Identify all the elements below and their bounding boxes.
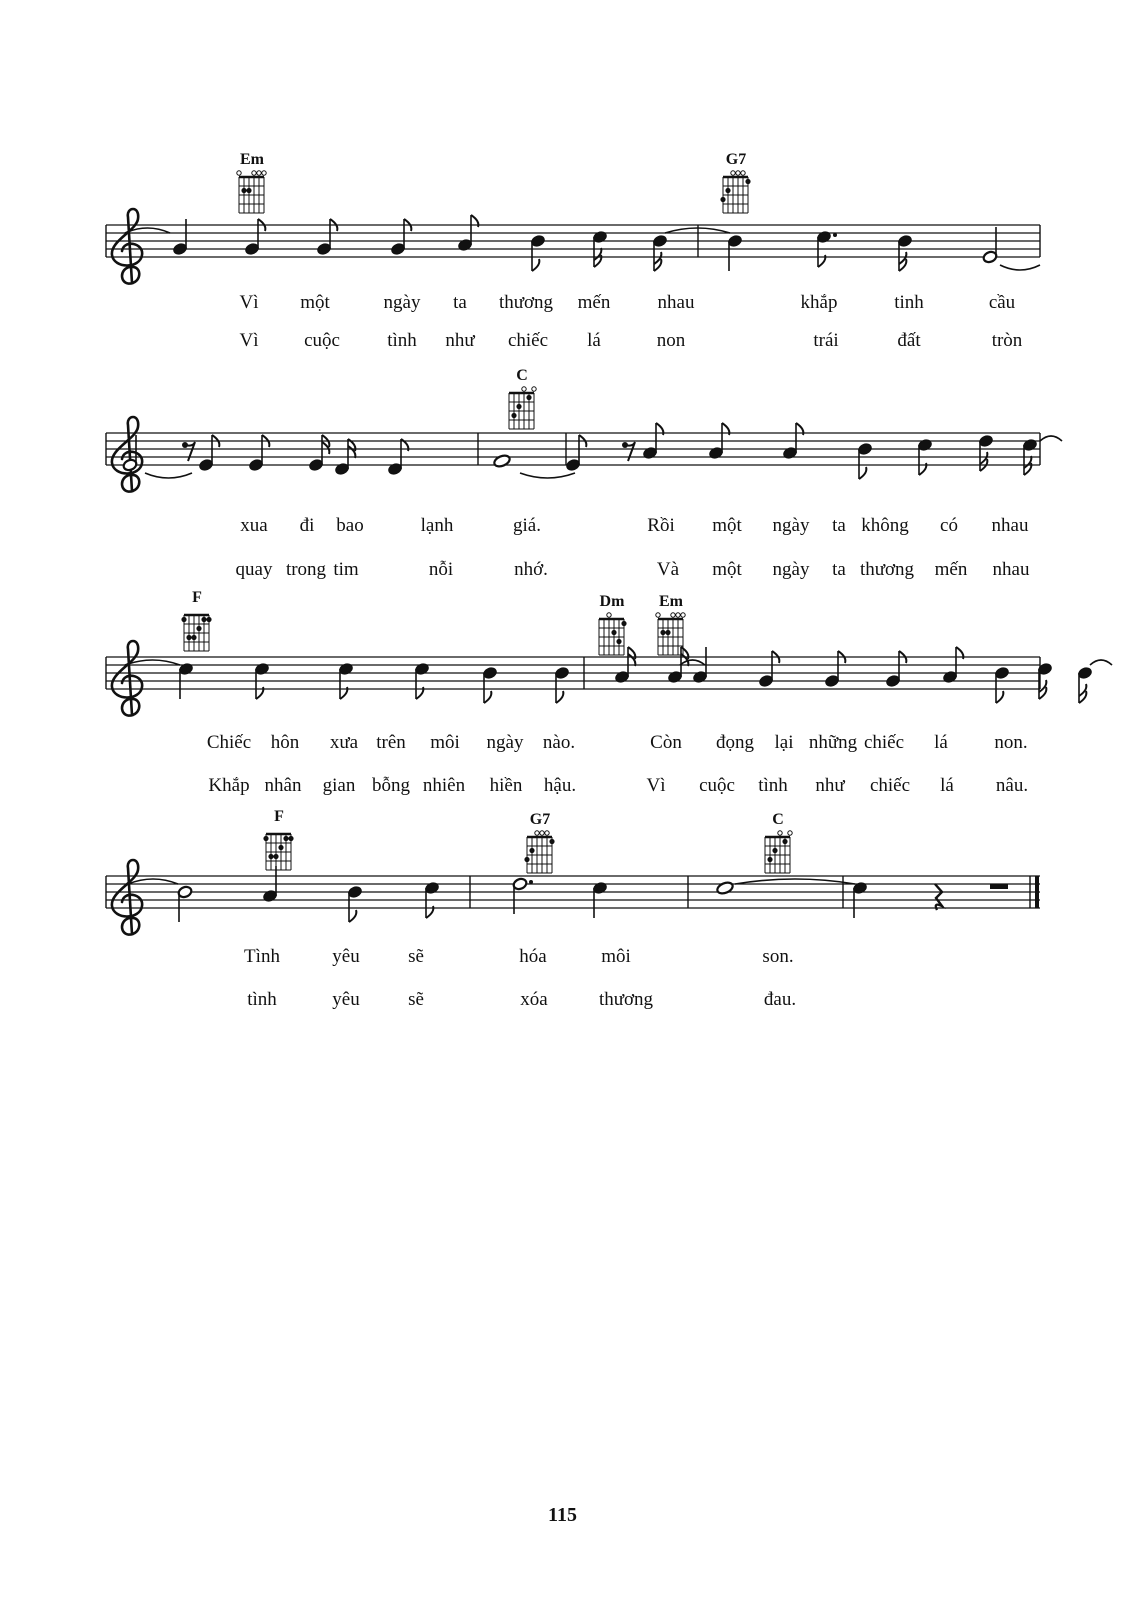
lyric-syllable: hậu.	[543, 775, 577, 796]
lyric-syllable: Chiếc	[206, 732, 252, 753]
lyric-syllable: trên	[376, 732, 406, 753]
lyric-syllable: lại	[774, 732, 794, 753]
lyric-syllable: ta	[832, 515, 846, 536]
lyric-syllable: gian	[322, 775, 356, 796]
lyric-syllable: lá	[587, 330, 601, 351]
chord-diagram	[171, 590, 223, 655]
rest	[622, 442, 635, 461]
lyric-syllable: yêu	[332, 989, 360, 1010]
lyric-syllable: nhiên	[422, 775, 466, 796]
lyric-syllable: sẽ	[408, 946, 424, 967]
lyric-syllable: như	[815, 775, 845, 796]
chord-grid-icon	[652, 611, 690, 659]
lyric-syllable: những	[808, 732, 858, 753]
chord-name: F	[192, 589, 202, 606]
lyric-syllable: một	[712, 515, 742, 536]
lyric-syllable: lá	[934, 732, 948, 753]
lyric-syllable: giá.	[513, 515, 541, 536]
note	[652, 234, 668, 271]
lyric-syllable: ta	[832, 559, 846, 580]
lyric-syllable: lạnh	[420, 515, 454, 536]
lyric-syllable: tròn	[991, 330, 1023, 351]
chord-name: F	[274, 808, 284, 825]
lyric-syllable: bỗng	[372, 775, 410, 796]
tie	[1090, 660, 1112, 665]
treble-clef-icon	[112, 417, 142, 492]
note	[177, 885, 193, 922]
lyric-syllable: sẽ	[408, 989, 424, 1010]
lyric-syllable: Vì	[646, 775, 666, 796]
note	[493, 454, 511, 469]
chord-diagram	[253, 809, 305, 874]
lyric-syllable: tinh	[894, 292, 924, 313]
rest	[935, 884, 942, 910]
lyric-syllable: đi	[299, 515, 315, 536]
lyric-syllable: Và	[656, 559, 680, 580]
lyric-syllable: tình	[247, 989, 277, 1010]
lyric-syllable: tình	[758, 775, 788, 796]
chord-name: Em	[659, 593, 683, 610]
note	[482, 666, 498, 703]
lyric-syllable: thương	[498, 292, 554, 313]
lyric-syllable: không	[861, 515, 909, 536]
lyric-syllable: đau.	[763, 989, 797, 1010]
chord-grid-icon	[593, 611, 631, 659]
chord-name: G7	[725, 151, 747, 168]
rest	[990, 884, 1008, 889]
lyric-syllable: Còn	[650, 732, 682, 753]
music-staff	[0, 373, 1125, 513]
tie	[128, 879, 178, 884]
lyric-syllable: cầu	[988, 292, 1016, 313]
chord-name: Em	[240, 151, 264, 168]
note	[347, 885, 363, 922]
lyric-syllable: ngày	[486, 732, 524, 753]
note	[1037, 662, 1053, 699]
lyric-syllable: ngày	[772, 559, 810, 580]
tie	[145, 473, 192, 478]
lyric-syllable: Tình	[244, 946, 280, 967]
lyric-syllable: chiếc	[863, 732, 905, 753]
lyric-syllable: lá	[940, 775, 954, 796]
tie	[520, 473, 575, 478]
lyric-syllable: môi	[430, 732, 460, 753]
chord-diagram	[496, 368, 548, 433]
chord-name: Dm	[599, 593, 625, 610]
lyric-syllable: xóa	[520, 989, 548, 1010]
lyric-syllable: chiếc	[869, 775, 911, 796]
note	[530, 234, 546, 271]
lyric-syllable: đất	[897, 330, 921, 351]
chord-diagram	[710, 152, 762, 217]
lyric-syllable: Vì	[239, 292, 259, 313]
lyric-syllable: nhau	[992, 559, 1030, 580]
lyric-syllable: nhau	[657, 292, 695, 313]
lyric-syllable: đọng	[716, 732, 754, 753]
lyric-syllable: nâu.	[995, 775, 1029, 796]
lyric-syllable: Vì	[239, 330, 259, 351]
lyric-syllable: non	[656, 330, 686, 351]
lyric-syllable: như	[445, 330, 475, 351]
lyric-syllable: hóa	[519, 946, 547, 967]
lyric-syllable: cuộc	[699, 775, 735, 796]
chord-name: G7	[529, 811, 551, 828]
treble-clef-icon	[112, 209, 142, 284]
lyric-syllable: nhớ.	[514, 559, 548, 580]
note	[716, 881, 734, 896]
note	[727, 234, 743, 271]
lyric-syllable: son.	[762, 946, 794, 967]
tie	[1000, 265, 1040, 270]
lyric-syllable: mến	[577, 292, 611, 313]
lyric-syllable: ngày	[772, 515, 810, 536]
note	[1077, 666, 1093, 703]
lyric-syllable: Khắp	[208, 775, 250, 796]
chord-diagram	[514, 812, 566, 877]
lyric-syllable: nhau	[991, 515, 1029, 536]
note	[994, 666, 1010, 703]
chord-grid-icon	[717, 169, 755, 217]
lyric-syllable: ta	[453, 292, 467, 313]
lyric-syllable: non.	[994, 732, 1028, 753]
lyric-syllable: thương	[598, 989, 654, 1010]
lyric-syllable: một	[300, 292, 330, 313]
lyric-syllable: chiếc	[507, 330, 549, 351]
chord-grid-icon	[521, 829, 559, 877]
chord-grid-icon	[503, 385, 541, 433]
lyric-syllable: thương	[859, 559, 915, 580]
note	[554, 666, 570, 703]
lyric-syllable: khắp	[800, 292, 838, 313]
tie	[735, 879, 855, 884]
chord-diagram	[645, 594, 697, 659]
chord-grid-icon	[759, 829, 797, 877]
chord-diagram	[586, 594, 638, 659]
lyric-syllable: tình	[387, 330, 417, 351]
chord-grid-icon	[178, 607, 216, 655]
lyric-syllable: Rồi	[647, 515, 675, 536]
tie	[1040, 436, 1062, 441]
chord-diagram	[226, 152, 278, 217]
lyric-syllable: nào.	[542, 732, 576, 753]
chord-name: C	[516, 367, 528, 384]
lyric-syllable: một	[712, 559, 742, 580]
chord-grid-icon	[233, 169, 271, 217]
lyric-syllable: trong	[285, 559, 327, 580]
note	[857, 442, 873, 479]
music-staff	[0, 165, 1125, 305]
lyric-syllable: yêu	[332, 946, 360, 967]
lyric-syllable: ngày	[383, 292, 421, 313]
lyric-syllable: mến	[934, 559, 968, 580]
lyric-syllable: môi	[601, 946, 631, 967]
lyric-syllable: hiền	[489, 775, 523, 796]
music-staff	[0, 597, 1125, 737]
lyric-syllable: trái	[813, 330, 839, 351]
note	[897, 234, 913, 271]
chord-grid-icon	[260, 826, 298, 874]
treble-clef-icon	[112, 860, 142, 935]
chord-name: C	[772, 811, 784, 828]
chord-diagram	[752, 812, 804, 877]
lyric-syllable: xưa	[329, 732, 359, 753]
lyric-syllable: nhân	[264, 775, 302, 796]
lyric-syllable: hôn	[270, 732, 300, 753]
lyric-syllable: tim	[333, 559, 359, 580]
lyric-syllable: xua	[240, 515, 268, 536]
tie	[680, 660, 705, 665]
rest	[182, 442, 195, 461]
page-number: 115	[548, 1504, 577, 1526]
lyric-syllable: cuộc	[304, 330, 340, 351]
lyric-syllable: có	[940, 515, 958, 536]
lyric-syllable: bao	[336, 515, 364, 536]
lyric-syllable: quay	[235, 559, 273, 580]
lyric-syllable: nỗi	[428, 559, 454, 580]
treble-clef-icon	[112, 641, 142, 716]
